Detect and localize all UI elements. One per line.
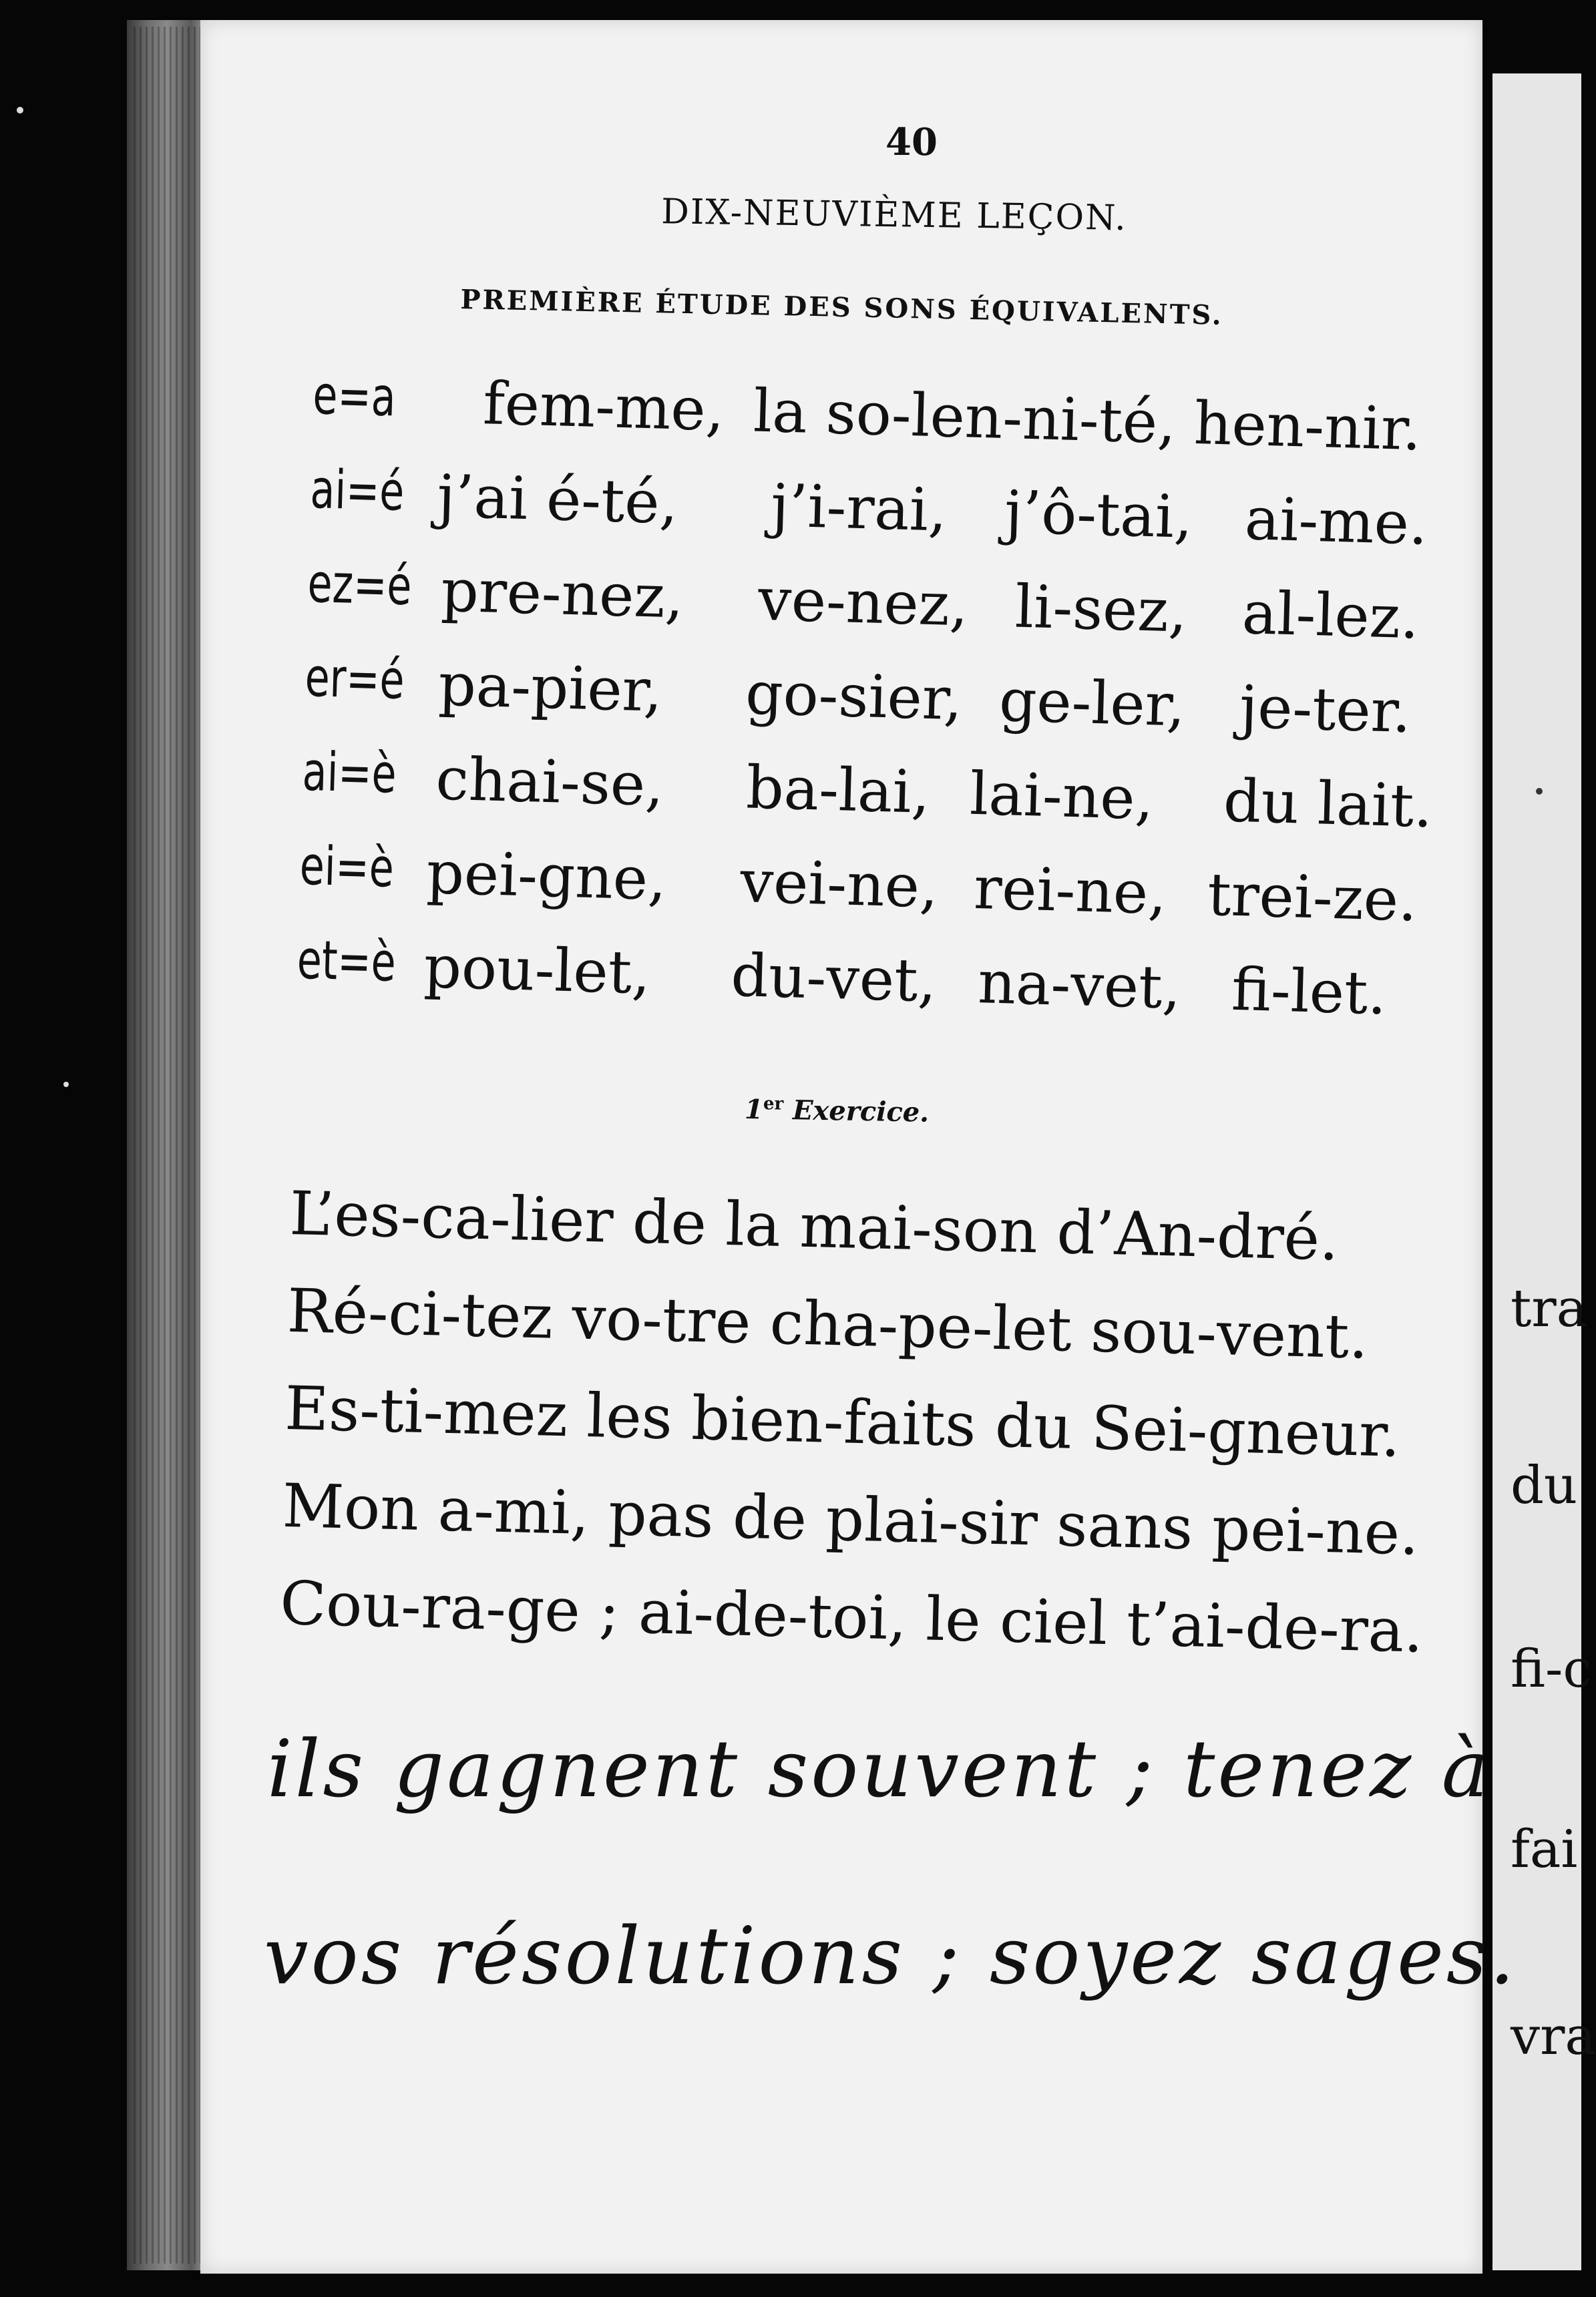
example-word: pou-let, — [423, 931, 652, 1008]
example-word: hen-nir. — [1193, 388, 1422, 464]
exercise-sentences — [278, 1179, 1425, 1693]
exercise-number: 1 — [744, 1093, 764, 1126]
exercise-sentence: Ré-ci-tez vo-tre cha-pe-let sou-vent. — [286, 1275, 1370, 1373]
next-page-fragment: fi-c — [1511, 1639, 1593, 1699]
example-word: j’ô-tai, — [1003, 477, 1194, 552]
example-word: vei-ne, — [739, 847, 940, 921]
next-page-fragment: fai — [1511, 1820, 1578, 1880]
example-word: ve-nez, — [757, 564, 970, 640]
exercise-ordinal: er — [763, 1094, 784, 1114]
speck — [17, 107, 23, 114]
example-word: ge-ler, — [998, 665, 1187, 740]
cursive-line: ils gagnent souvent ; tenez à — [267, 1723, 1492, 1815]
sound-equivalence: ai=é — [309, 457, 405, 523]
exercise-sentence: L’es-ca-lier de la mai-son d’An-dré. — [288, 1179, 1340, 1275]
example-word: fi-let. — [1230, 954, 1388, 1028]
example-word: lai-ne, — [968, 759, 1155, 833]
exercise-sentence: Cou-ra-ge ; ai-de-toi, le ciel t’ai-de-ra. — [279, 1568, 1424, 1667]
next-page-fragment: du — [1511, 1456, 1578, 1516]
exercise-sentence: Mon a-mi, pas de plai-sir sans pei-ne. — [281, 1470, 1420, 1569]
example-word: pa-pier, — [437, 650, 664, 725]
sound-table — [295, 364, 1448, 1054]
example-word: du-vet, — [730, 940, 938, 1016]
example-word: du lait. — [1222, 766, 1434, 841]
example-word: j’i-rai, — [769, 471, 948, 545]
example-word: je-ter. — [1238, 672, 1412, 747]
page-number: 40 — [885, 120, 938, 164]
example-word: ai-me. — [1243, 484, 1429, 558]
exercise-label: Exercice. — [792, 1094, 930, 1128]
sound-equivalence: et=è — [296, 928, 397, 994]
sound-equivalence: e=a — [312, 364, 397, 429]
example-word: fem-me, — [482, 369, 726, 445]
example-word: pre-nez, — [440, 556, 685, 632]
example-word: na-vet, — [977, 948, 1182, 1022]
example-word: trei-ze. — [1206, 859, 1418, 935]
lesson-title: DIX-NEUVIÈME LEÇON. — [660, 192, 1128, 239]
example-word: rei-ne, — [973, 853, 1168, 927]
sound-equivalence: ai=è — [301, 740, 397, 805]
example-word: li-sez, — [1014, 572, 1189, 646]
example-word: go-sier, — [745, 658, 964, 734]
example-word: ba-lai, — [745, 753, 932, 827]
example-word: j’ai é-té, — [436, 461, 679, 538]
example-word: pei-gne, — [425, 838, 668, 914]
page-edges — [134, 27, 200, 2264]
sound-equivalence: ez=é — [307, 552, 413, 618]
next-page-fragment: tra — [1511, 1279, 1588, 1339]
lesson-subtitle: PREMIÈRE ÉTUDE DES SONS ÉQUIVALENTS. — [460, 284, 1224, 331]
example-word: al-lez. — [1241, 578, 1420, 652]
exercise-sentence: Es-ti-mez les bien-faits du Sei-gneur. — [284, 1373, 1402, 1471]
example-word: chai-se, — [435, 744, 665, 819]
sound-equivalence: ei=è — [298, 834, 395, 899]
speck — [1536, 788, 1543, 795]
speck — [63, 1082, 69, 1087]
exercise-title — [745, 1094, 930, 1128]
next-page-fragment: vra — [1511, 2007, 1596, 2067]
example-word: la so-len-ni-té, — [752, 376, 1177, 457]
cursive-line: vos résolutions ; soyez sages. — [264, 1910, 1517, 2002]
sound-equivalence: er=é — [304, 646, 405, 711]
